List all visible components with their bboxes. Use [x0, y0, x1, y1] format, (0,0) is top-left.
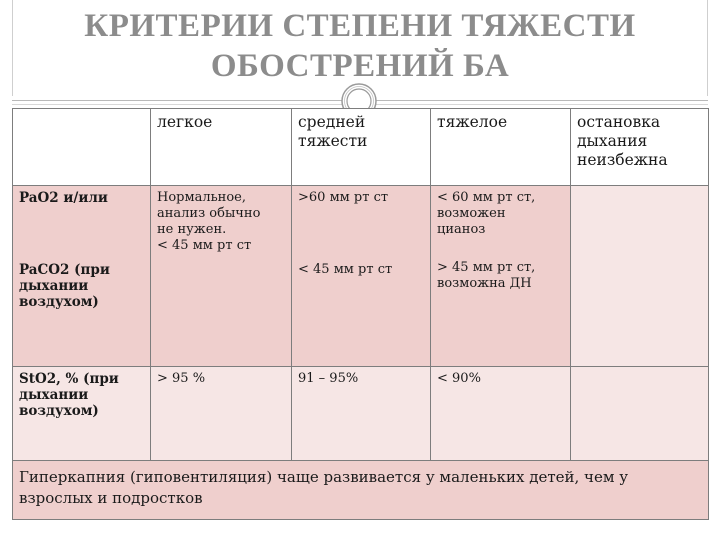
header-empty-cell [13, 109, 151, 186]
header-light: легкое [151, 109, 292, 186]
severity-criteria-table [12, 108, 709, 520]
cell-sto2-light: > 95 % [151, 367, 292, 461]
row-label-gases [13, 186, 151, 367]
cell-gases-arrest [571, 186, 709, 367]
cell-sto2-moderate: 91 – 95% [292, 367, 431, 461]
cell-gases-moderate [292, 186, 431, 367]
row-label-sto2: StO2, % (при дыхании воздухом) [13, 367, 151, 461]
header-severe: тяжелое [431, 109, 571, 186]
label-paco2: PaCO2 (при дыхании воздухом) [19, 262, 110, 310]
cell-gases-severe [431, 186, 571, 367]
cell-sto2-arrest [571, 367, 709, 461]
label-pao2: PaO2 и/или [19, 190, 108, 206]
severe-paco2: > 45 мм рт ст, возможна ДН [437, 260, 536, 291]
header-moderate: средней тяжести [292, 109, 431, 186]
title-line-2: ОБОСТРЕНИЙ БА [210, 48, 510, 84]
cell-sto2-severe: < 90% [431, 367, 571, 461]
table-row-blood-gases [13, 186, 709, 367]
header-arrest: остановка дыхания неизбежна [571, 109, 709, 186]
table-header-row [13, 109, 709, 186]
page-title [0, 6, 720, 86]
table-row-saturation [13, 367, 709, 461]
hypercapnia-note: Гиперкапния (гиповентиляция) чаще развивается у маленьких детей, чем у взрослых и подростков [13, 461, 709, 520]
moderate-pao2: >60 мм рт ст [298, 190, 389, 205]
cell-gases-light: Нормальное, анализ обычно не нужен. < 45 мм рт ст [151, 186, 292, 367]
table-note-row [13, 461, 709, 520]
title-line-1: КРИТЕРИИ СТЕПЕНИ ТЯЖЕСТИ [84, 8, 636, 44]
moderate-paco2: < 45 мм рт ст [298, 262, 393, 277]
severe-pao2: < 60 мм рт ст, возможен цианоз [437, 190, 536, 237]
